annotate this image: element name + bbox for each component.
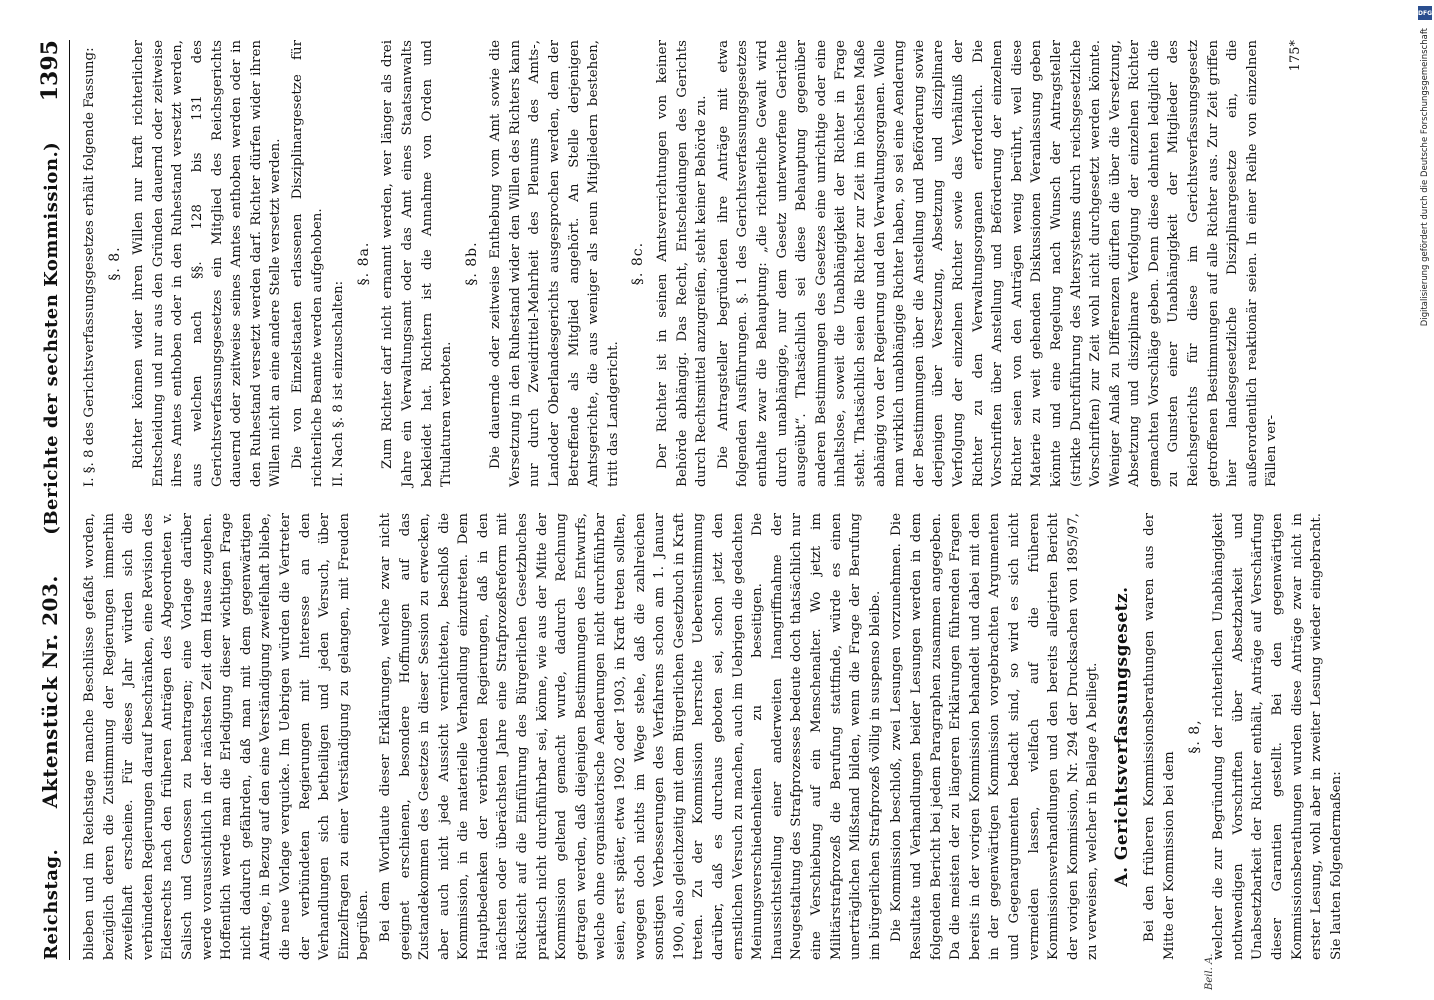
paragraph-heading: §. 8, [1186,719,1203,754]
paragraph: Der Richter ist in seinen Amtsverrichtungen von keiner Behörde abhängig. Das Recht, Entscheidungen des Gerichts durch Rechtsmittel anzugreifen, steht keiner Behörde zu. [655,40,710,487]
paragraph: II. Nach §. 8 ist einzuschalten: [331,280,347,487]
paragraph-heading: §. 8c. [630,241,647,286]
column-left [80,513,1390,990]
header-left: Reichstag. [41,848,62,960]
paragraph: Die dauernde oder zeitweise Enthebung vom Amt sowie die Versetzung in den Ruhestand wider den Willen des Richters kann nur durch Zweidrittel-Mehrheit des Plenums des Amts-, Landoder Oberlandesgerichts ausgesprochen werden, dem der Betreffende als Mitglied angehört. An Stelle derjenigen Amtsgerichte, die aus weniger als neun Mitgliedern bestehen, tritt das Landgericht. [488,40,621,487]
dfg-logo-icon: DFG [1418,6,1432,20]
paragraph: Die Kommission beschloß, zwei Lesungen vorzunehmen. Die Resultate und Verhandlungen beider Lesungen werden in dem folgenden Bericht bei jedem Paragraphen zusammen angegeben. Da die meisten der zu längeren Erklärungen führenden Fragen bereits in der vorigen Kommission behandelt und dabei mit den in der gegenwärtigen Kommission vorgebrachten Argumenten und Gegenargumenten bedacht sind, so wird es sich nicht vermeiden lassen, vielfach auf die früheren Kommissionsverhandlungen und den bereits allegirten Bericht der vorigen Kommission, Nr. 294 der Drucksachen von 1895/97, zu verweisen, welcher in Beilage A beiliegt. [889,513,1101,960]
header-right: (Berichte der sechsten Kommission.) [41,141,62,535]
footer-mark: 175* [1288,40,1304,72]
header-center: Aktenstück Nr. 203. [38,575,62,809]
paragraph: Die Antragsteller begründeten ihre Anträge mit etwa folgenden Ausführungen. §. 1 des Gerichtsverfassungsgesetzes enthalte zwar die Behauptung: „die richterliche Gewalt wird durch unabhängige, nur dem Gesetz unterworfene Gerichte ausgeübt“. Thatsächlich sei diese Behauptung gegenüber anderen Bestimmungen des Gesetzes eine unrichtige oder eine inhaltslose, soweit die Unabhängigkeit der Richter in Frage steht. Thatsächlich seien die Richter zur Zeit im höchsten Maße abhängig von der Regierung und den Verwaltungsorganen. Wolle man wirklich unabhängige Richter haben, so sei eine Aenderung der Bestimmungen über die Anstellung und Beförderung sowie derjenigen über Versetzung, Absetzung und disziplinare Verfolgung der einzelnen Richter sowie das Verhältniß der Richter zu den Verwaltungsorganen erforderlich. Die Vorschriften über Anstellung und Beförderung der einzelnen Richter seien von den Anträgen wenig berührt, weil diese Materie zu weit gehenden Diskussionen Veranlassung geben könnte und eine Regelung nach Wunsch der Antragsteller (strikte Durchführung des Altersystems durch reichsgesetzliche Vorschriften) zur Zeit wohl nicht durchgesetzt werden könnte. Weniger Anlaß zu Differenzen dürften die über die Versetzung, Absetzung und disziplinare Verfolgung der einzelnen Richter gemachten Vorschläge geben. Denn diese dehnten lediglich die zu Gunsten einer Unabhängigkeit der Mitglieder des Reichsgerichts für diese im Gerichtsverfassungsgesetz getroffenen Bestimmungen auf alle Richter aus. Zur Zeit griffen hier landesgesetzliche Disziplinargesetze ein, die außerordentlich reaktionär seien. In einer Reihe von einzelnen Fällen ver- [715,40,1280,487]
paragraph: I. §. 8 des Gerichtsverfassungsgesetzes erhält folgende Fassung: [82,47,97,487]
paragraph: Die von Einzelstaaten erlassenen Disziplinargesetze für richterliche Beamte werden aufgehoben. [289,40,325,487]
document-page [17,0,1417,1000]
paragraph: Richter können wider ihren Willen nur kraft richterlicher Entscheidung und nur aus den Gründen dauernd oder zeitweise ihres Amtes enthoben oder in den Ruhestand versetzt werden, aus welchen nach §§. 128 bis 131 des Gerichtsverfassungsgesetzes ein Mitglied des Reichsgerichts dauernd oder zeitweise seines Amtes enthoben werden oder in den Ruhestand versetzt werden darf. Richter dürfen wider ihren Willen nicht an eine andere Stelle versetzt werden. [131,40,284,487]
digitization-strip [1416,0,1434,1000]
page-number: 1395 [37,40,63,102]
page-header [37,40,70,960]
paragraph: Bei den früheren Kommissionsberathungen waren aus der Mitte der Kommission bei dem [1142,513,1178,960]
margin-note: Beil. A. [1204,953,1215,990]
digitization-note: Digitalisierung gefördert durch die Deutsche Forschungsgemeinschaft [1420,28,1430,327]
column-right [80,40,1390,487]
paragraph: welcher die zur Begründung der richterlichen Unabhängigkeit nothwendigen Vorschriften über Absetzbarkeit und Unabsetzbarkeit der Richter enthält, Anträge auf Verschärfung dieser Garantien gestellt. Bei den gegenwärtigen Kommissionsberathungen wurden diese Anträge zwar nicht in erster Lesung, wohl aber in zweiter Lesung wieder eingebracht. Sie lauten folgendermaßen: [1211,513,1344,960]
paragraph: Bei dem Wortlaute dieser Erklärungen, welche zwar nicht geeignet erschienen, besondere Hoffnungen auf das Zustandekommen des Gesetzes in dieser Session zu erwecken, aber auch nicht jede Aussicht vernichteten, beschloß die Kommission, in die materielle Verhandlung einzutreten. Dem Hauptbedenken der verbündeten Regierungen, daß in den nächsten oder überächsten Jahre eine Strafprozeßreform mit Rücksicht auf die Einführung des Bürgerlichen Gesetzbuches praktisch nicht durchführbar sei, könne, wie aus der Mitte der Kommission geltend gemacht wurde, dadurch Rechnung getragen werden, daß diejenigen Bestimmungen des Entwurfs, welche ohne organisatorische Aenderungen nicht durchführbar seien, erst später, etwa 1902 oder 1903, in Kraft treten sollten, wogegen doch nichts im Wege stehe, daß die zahlreichen sonstigen Verbesserungen des Verfahrens schon am 1. Januar 1900, also gleichzeitig mit dem Bürgerlichen Gesetzbuch in Kraft treten. Zu der Kommission herrschte Uebereinstimmung darüber, daß es durchaus geboten sei, schon jetzt den ernstlichen Versuch zu machen, auch im Uebrigen die gedachten Meinungsverschiedenheiten zu beseitigen. Die Inaussichtstellung einer anderweiten Inangriffnahme der Neugestaltung des Strafprozesses bedeute doch thatsächlich nur eine Verschiebung auf ein Menschenalter. Wo jetzt im Militärstrafprozeß die Berufung stattfinde, würde es einen unerträglichen Mißstand bilden, wenn die Frage der Berufung im bürgerlichen Strafprozeß völlig in suspenso bleibe. [377,513,883,960]
paragraph: blieben und im Reichstage manche Beschlüsse gefaßt worden, bezüglich deren die Zustimmung der Regierungen immerhin zweifelhaft erscheine. Für dieses Jahr würden sich die verbündeten Regierungen darauf beschränken, eine Revision des Eidesrechts nach den früheren Anträgen des Abgeordneten v. Salisch und Genossen zu beantragen; eine Vorlage darüber werde voraussichtlich in der nächsten Zeit dem Hause zugehen. Hoffentlich werde man die Erledigung dieser wichtigen Frage nicht dadurch gefährden, daß man mit dem gegenwärtigen Antrage, in Bezug auf den eine Verständigung zweifelhaft bliebe, die neue Vorlage verquicke. Im Uebrigen würden die Vertreter der verbündeten Regierungen mit Interesse an den Verhandlungen sich betheiligen und jeden Versuch, über Einzelfragen zu einer Verständigung zu gelangen, mit Freuden begrüßen. [82,513,372,960]
paragraph-heading: §. 8a. [355,241,372,286]
text-columns [80,40,1390,990]
section-title: A. Gerichtsverfassungsgesetz. [1111,586,1132,887]
paragraph-heading: §. 8. [106,246,123,281]
paragraph-heading: §. 8b. [463,241,480,286]
paragraph: Zum Richter darf nicht ernannt werden, wer länger als drei Jahre ein Verwaltungsamt oder das Amt eines Staatsanwalts bekleidet hat. Richtern ist die Annahme von Orden und Titulaturen verboten. [380,40,455,487]
